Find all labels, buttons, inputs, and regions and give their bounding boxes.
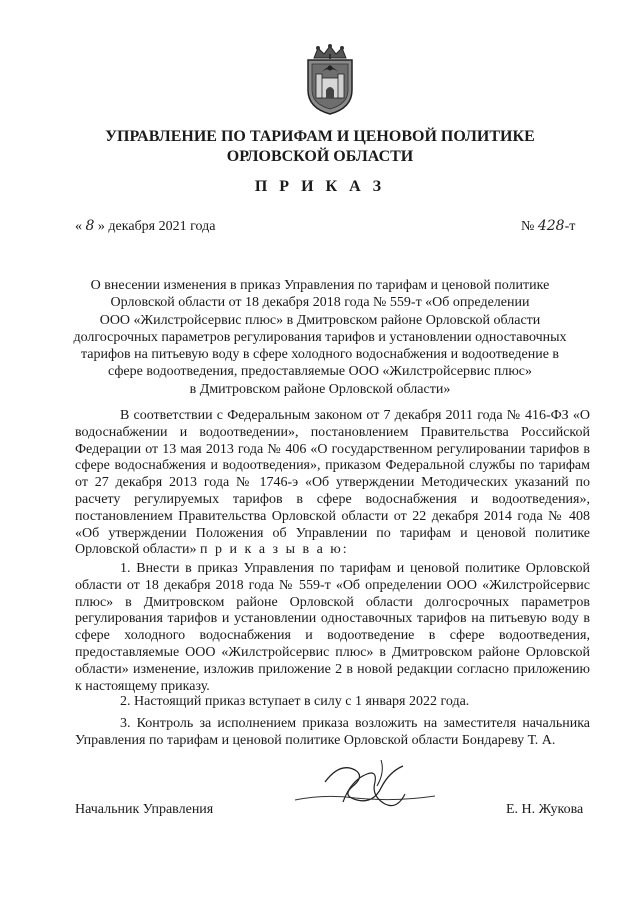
subject-line: ООО «Жилстройсервис плюс» в Дмитровском районе Орловской области — [99, 312, 541, 328]
agency-name-line1: УПРАВЛЕНИЕ ПО ТАРИФАМ И ЦЕНОВОЙ ПОЛИТИКЕ — [105, 128, 535, 145]
order-item-1: 1. Внести в приказ Управления по тарифам и ценовой политике Орловской области от 18 декабря 2018 года № 559-т «Об определении ООО «Жилстройсервис плюс» в Дмитровском районе Орловской области долгосрочных параметров регулирования тарифов и установлении одноставочных тарифов на питьевую воду в сфере холодного водоснабжения и водоотведение в сфере водоотведения, предоставляемые ООО «Жилстройсервис плюс» в Дмитровском районе Орловской области» изменение, изложив приложение 2 в новой редакции согласно приложению к настоящему приказу. — [75, 561, 590, 694]
legal-basis-paragraph — [75, 408, 590, 559]
date-month-year: » декабря 2021 года — [97, 219, 216, 234]
number-suffix: -т — [564, 219, 576, 234]
date-open-quote: « — [75, 219, 82, 234]
order-verb: п р и к а з ы в а ю: — [200, 542, 349, 558]
order-heading: П Р И К А З — [254, 178, 386, 195]
subject-line: Орловской области от 18 декабря 2018 года № 559-т «Об определении — [110, 295, 530, 311]
order-item-3: 3. Контроль за исполнением приказа возложить на заместителя начальника Управления по тарифам и ценовой политике Орловской области Бондареву Т. А. — [75, 716, 590, 748]
order-date — [75, 218, 215, 235]
agency-name-line2: ОРЛОВСКОЙ ОБЛАСТИ — [226, 148, 414, 165]
subject-line: сфере водоотведения, предоставляемые ООО «Жилстройсервис плюс» — [107, 364, 533, 380]
order-subject — [70, 277, 570, 398]
number-value-handwritten: 428 — [537, 218, 565, 234]
subject-line: долгосрочных параметров регулирования тарифов и установлении одноставочных — [73, 329, 567, 345]
number-prefix: № — [521, 219, 535, 234]
subject-line: тарифов на питьевую воду в сфере холодного водоснабжения и водоотведение в — [80, 347, 560, 363]
subject-line: О внесении изменения в приказ Управления по тарифам и ценовой политике — [90, 278, 550, 293]
signatory-name: Е. Н. Жукова — [506, 802, 584, 817]
coat-of-arms-icon — [300, 44, 360, 116]
legal-basis-text: В соответствии с Федеральным законом от 7 декабря 2011 года № 416-ФЗ «О водоснабжении и водоотведении», постановлением Правительства Российской Федерации от 13 мая 2013 года № 406 «О государственном регулировании тарифов в сфере водоснабжения и водоотведения», приказом Федеральной службы по тарифам от 27 декабря 2013 года № 1746-э «Об утверждении Методических указаний по расчету регулируемых тарифов в сфере водоснабжения и водоотведения», постановлением Правительства Орловской области от 22 декабря 2014 года № 408 «Об утверждении Положения об Управлении по тарифам и ценовой политике Орловской области» — [75, 408, 590, 558]
handwritten-signature — [285, 752, 445, 822]
order-item-2: 2. Настоящий приказ вступает в силу с 1 января 2022 года. — [120, 694, 470, 709]
order-number — [521, 218, 575, 235]
signatory-title: Начальник Управления — [75, 802, 214, 817]
subject-line: в Дмитровском районе Орловской области» — [189, 381, 451, 397]
date-day-handwritten: 8 — [85, 218, 95, 234]
agency-name — [40, 127, 600, 167]
